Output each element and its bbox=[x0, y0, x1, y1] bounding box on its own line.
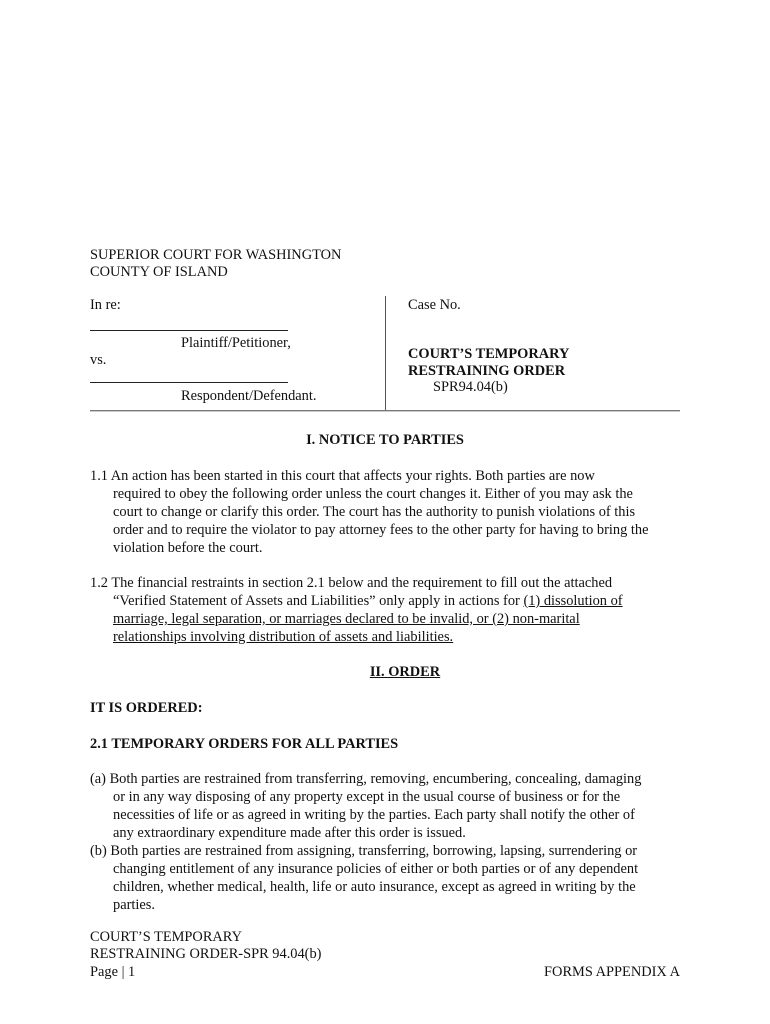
paragraph-line: changing entitlement of any insurance policies of either or both parties or of any dependent bbox=[113, 861, 639, 877]
text-plain: 1.2 The financial restraints in section 2.1 below and the requirement to fill out the attached bbox=[90, 575, 613, 591]
order-title-line2: RESTRAINING ORDER bbox=[408, 363, 566, 379]
court-county: COUNTY OF ISLAND bbox=[90, 264, 228, 280]
paragraph-line: or in any way disposing of any property except in the usual course of business or for the bbox=[113, 789, 621, 805]
text-underlined: (1) dissolution of bbox=[523, 593, 623, 609]
plaintiff-label: Plaintiff/Petitioner, bbox=[181, 335, 291, 351]
paragraph-line: violation before the court. bbox=[113, 540, 263, 556]
caption-divider-vertical bbox=[385, 296, 386, 410]
paragraph-line: marriage, legal separation, or marriages declared to be invalid, or (2) non-marital bbox=[113, 611, 580, 627]
rule-reference: SPR94.04(b) bbox=[433, 379, 508, 395]
caption-divider-horizontal bbox=[90, 410, 680, 412]
order-title-line1: COURT’S TEMPORARY bbox=[408, 346, 570, 362]
paragraph-line: children, whether medical, health, life or auto insurance, except as agreed in writing by the bbox=[113, 879, 636, 895]
footer-title-line1: COURT’S TEMPORARY bbox=[90, 929, 242, 945]
paragraph-line bbox=[90, 574, 690, 592]
paragraph-1-1 bbox=[90, 467, 690, 557]
court-header bbox=[90, 247, 341, 281]
footer-page-number: Page | 1 bbox=[90, 964, 136, 980]
order-heading-text: II. ORDER bbox=[369, 664, 441, 680]
clause-b bbox=[90, 842, 690, 914]
it-is-ordered: IT IS ORDERED: bbox=[90, 700, 203, 716]
clause-a bbox=[90, 770, 690, 842]
paragraph-line: any extraordinary expenditure made after this order is issued. bbox=[113, 825, 466, 841]
section-heading-order bbox=[90, 664, 700, 681]
paragraph-1-2 bbox=[90, 574, 690, 646]
paragraph-line: court to change or clarify this order. The court has the authority to punish violations of this bbox=[113, 504, 636, 520]
paragraph-line: relationships involving distribution of assets and liabilities. bbox=[113, 629, 454, 645]
paragraph-line: (a) Both parties are restrained from transferring, removing, encumbering, concealing, damaging bbox=[90, 771, 642, 787]
paragraph-line: required to obey the following order unless the court changes it. Either of you may ask the bbox=[113, 486, 633, 502]
court-name: SUPERIOR COURT FOR WASHINGTON bbox=[90, 247, 342, 263]
respondent-name-line bbox=[90, 382, 288, 383]
footer-title-line2: RESTRAINING ORDER-SPR 94.04(b) bbox=[90, 946, 322, 962]
paragraph-line: order and to require the violator to pay attorney fees to the other party for having to bring the bbox=[113, 522, 649, 538]
subsection-heading-2-1: 2.1 TEMPORARY ORDERS FOR ALL PARTIES bbox=[90, 736, 399, 752]
paragraph-line: 1.1 An action has been started in this court that affects your rights. Both parties are now bbox=[90, 468, 595, 484]
vs-label: vs. bbox=[90, 352, 107, 368]
paragraph-line: parties. bbox=[113, 897, 155, 913]
plaintiff-name-line bbox=[90, 330, 288, 331]
paragraph-line: necessities of life or as agreed in writing by the parties. Each party shall notify the other of bbox=[113, 807, 635, 823]
in-re-label: In re: bbox=[90, 297, 121, 313]
respondent-label: Respondent/Defendant. bbox=[181, 388, 317, 404]
section-heading-notice: I. NOTICE TO PARTIES bbox=[306, 432, 464, 448]
text-plain: “Verified Statement of Assets and Liabilities” only apply in actions for bbox=[113, 593, 524, 609]
footer-appendix: FORMS APPENDIX A bbox=[544, 964, 680, 980]
paragraph-line bbox=[90, 592, 690, 610]
paragraph-line: (b) Both parties are restrained from assigning, transferring, borrowing, lapsing, surrendering or bbox=[90, 843, 638, 859]
case-number-label: Case No. bbox=[408, 297, 461, 313]
